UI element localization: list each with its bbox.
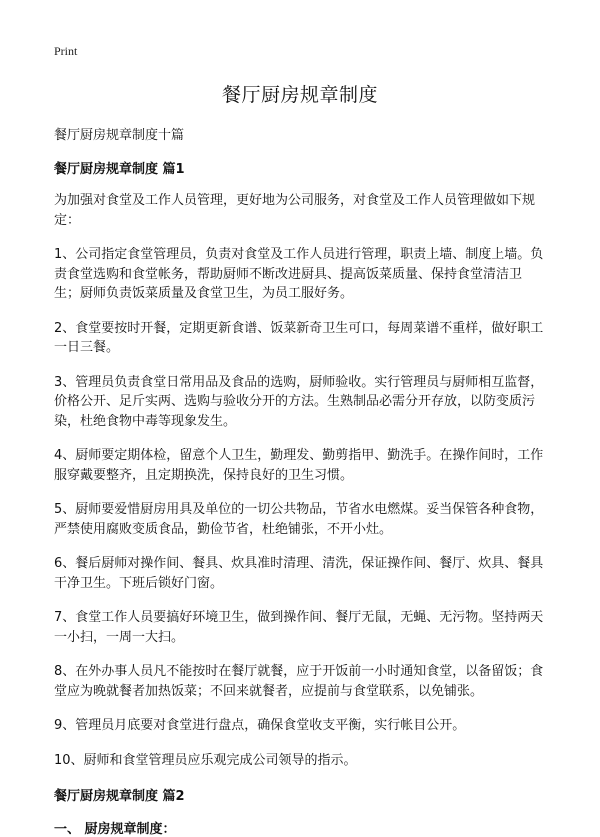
rule-item-4: 4、厨师要定期体检，留意个人卫生，勤理发、勤剪指甲、勤洗手。在操作间时，工作服穿戴要整齐，且定期换洗，保持良好的卫生习惯。	[54, 448, 544, 483]
section-1-heading: 餐厅厨房规章制度 篇1	[54, 162, 185, 177]
rule-item-1: 1、公司指定食堂管理员，负责对食堂及工作人员进行管理，职责上墙、制度上墙。负责食堂选购和食堂帐务，帮助厨师不断改进厨具、提高饭菜质量、保持食堂清洁卫生；厨师负责饭菜质量及食堂卫生，为员工服好务。	[54, 247, 544, 301]
document-subtitle: 餐厅厨房规章制度十篇	[54, 128, 185, 143]
rule-item-6: 6、餐后厨师对操作间、餐具、炊具准时清理、清洗，保证操作间、餐厅、炊具、餐具干净卫生。下班后锁好门窗。	[54, 556, 544, 591]
document-title: 餐厅厨房规章制度	[221, 84, 378, 106]
rule-item-8: 8、在外办事人员凡不能按时在餐厅就餐，应于开饭前一小时通知食堂，以备留饭；食堂应为晚就餐者加热饭菜；不回来就餐者，应提前与食堂联系，以免铺张。	[54, 664, 544, 699]
rule-item-9: 9、管理员月底要对食堂进行盘点，确保食堂收支平衡，实行帐目公开。	[54, 718, 466, 733]
section-2-heading: 餐厅厨房规章制度 篇2	[54, 789, 185, 804]
rule-item-7: 7、食堂工作人员要搞好环境卫生，做到操作间、餐厅无鼠，无蝇、无污物。坚持两天一小扫，一周一大扫。	[54, 610, 544, 645]
rule-item-5: 5、厨师要爱惜厨房用具及单位的一切公共物品，节省水电燃煤。妥当保管各种食物，严禁使用腐败变质食品，勤俭节省，杜绝铺张，不开小灶。	[54, 502, 544, 537]
section-2-sub-heading: 一、 厨房规章制度：	[54, 822, 176, 837]
print-label: Print	[54, 44, 78, 58]
section-1-intro: 为加强对食堂及工作人员管理，更好地为公司服务，对食堂及工作人员管理做如下规定：	[54, 193, 536, 228]
rule-item-10: 10、厨师和食堂管理员应乐观完成公司领导的指示。	[54, 752, 357, 768]
rule-item-2: 2、食堂要按时开餐，定期更新食谱、饭菜新奇卫生可口，每周菜谱不重样，做好职工一日三餐。	[54, 320, 544, 355]
rule-item-3: 3、管理员负责食堂日常用品及食品的选购，厨师验收。实行管理员与厨师相互监督，价格公开、足斤实两、选购与验收分开的方法。生熟制品必需分开存放，以防变质污染，杜绝食物中毒等现象发生。	[54, 374, 544, 429]
